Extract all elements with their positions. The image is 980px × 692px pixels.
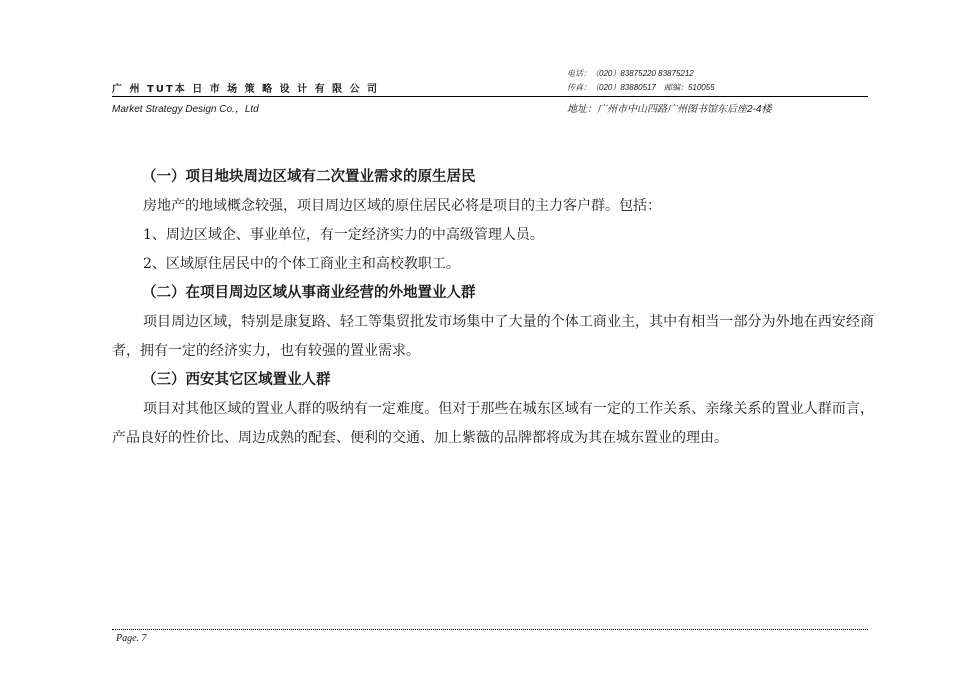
section1-paragraph-3: 2、区域原住居民中的个体工商业主和高校教职工。 [143, 256, 460, 272]
section-heading-1: （一）项目地块周边区域有二次置业需求的原生居民 [142, 169, 476, 185]
header-address: 地址：广州市中山四路广州图书馆东后座2-4楼 [567, 104, 772, 115]
footer-divider [112, 629, 868, 630]
header-company-name: 广 州 TUT本 日 市 场 策 略 设 计 有 限 公 司 [112, 84, 380, 95]
header-fax: 传真：（020）83880517 邮编：510055 [567, 83, 715, 92]
section3-paragraph-1: 项目对其他区域的置业人群的吸纳有一定难度。但对于那些在城东区域有一定的工作关系、亲缘关系的置业人群而言，产品良好的性价比、周边成熟的配套、便利的交通、加上紫薇的品牌都将成为其在城东置业的理由。 [112, 401, 874, 446]
header-company-english: Market Strategy Design Co.，Ltd [112, 104, 259, 115]
header-divider [112, 96, 868, 97]
section-heading-3: （三）西安其它区域置业人群 [142, 372, 331, 388]
section1-paragraph-1: 房地产的地域概念较强，项目周边区域的原住居民必将是项目的主力客户群。包括： [143, 198, 661, 214]
section-heading-2: （二）在项目周边区域从事商业经营的外地置业人群 [142, 285, 476, 301]
document-body [112, 163, 874, 453]
section1-paragraph-2: 1、周边区域企、事业单位，有一定经济实力的中高级管理人员。 [143, 227, 544, 243]
section2-paragraph-1: 项目周边区域，特别是康复路、轻工等集贸批发市场集中了大量的个体工商业主，其中有相当一部分为外地在西安经商者，拥有一定的经济实力，也有较强的置业需求。 [112, 314, 874, 359]
header-phone: 电话：（020）83875220 83875212 [567, 69, 694, 78]
page-number: Page. 7 [116, 633, 147, 644]
